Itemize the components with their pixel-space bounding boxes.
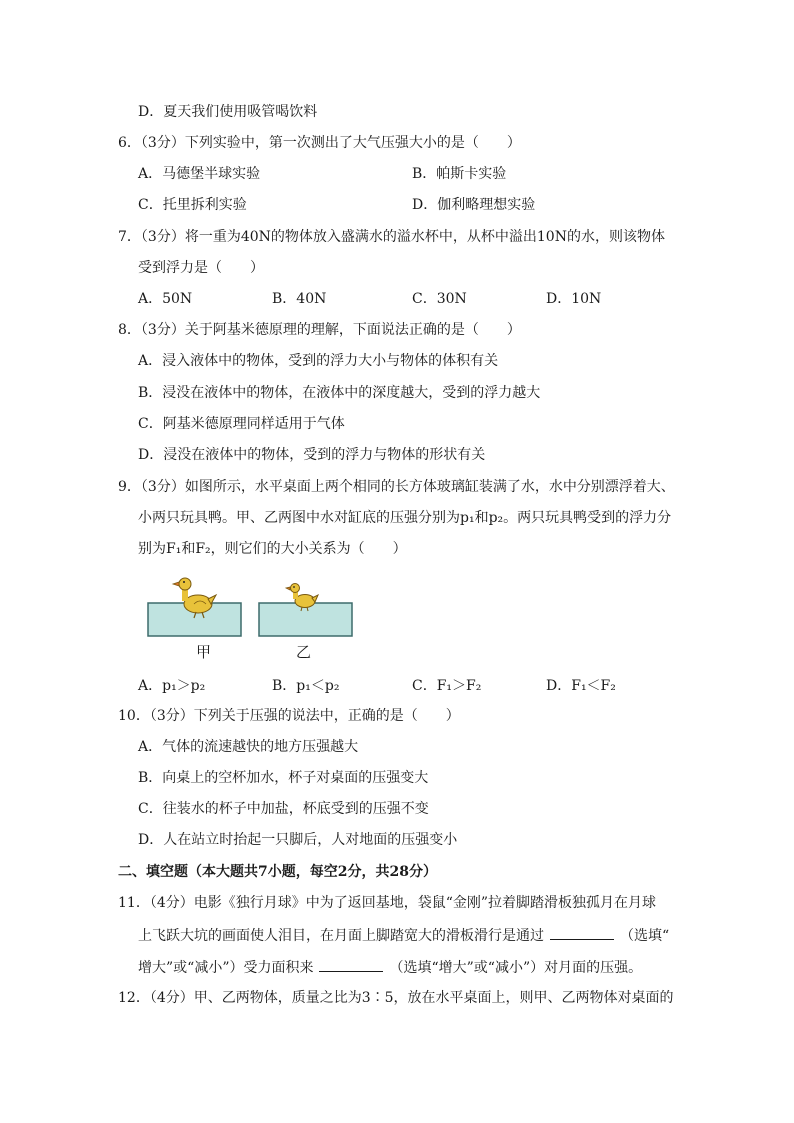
q8-option-c: C．阿基米德原理同样适用于气体 bbox=[138, 416, 345, 432]
q11-line3-text-b: （选填“增大”或“减小”）对月面的压强。 bbox=[389, 960, 643, 976]
q10-option-b: B．向桌上的空杯加水，杯子对桌面的压强变大 bbox=[138, 770, 429, 786]
q11-line2-text-a: 上飞跃大坑的画面使人泪目，在月面上脚踏宽大的滑板滑行是通过 bbox=[138, 928, 544, 944]
q11-answer-blank-2[interactable] bbox=[319, 957, 383, 972]
q11-line1: 11．（4分）电影《独行月球》中为了返回基地，袋鼠“金刚”拉着脚踏滑板独孤月在月球 bbox=[118, 895, 657, 911]
q9-option-d: D．F₁＜F₂ bbox=[546, 678, 616, 694]
q7-option-a: A．50N bbox=[138, 291, 193, 307]
q9-stem-line3: 别为F₁和F₂，则它们的大小关系为（ ） bbox=[138, 541, 407, 557]
q12-line1: 12．（4分）甲、乙两物体，质量之比为3∶5，放在水平桌面上，则甲、乙两物体对桌面的 bbox=[118, 990, 674, 1006]
figure-label-yi: 乙 bbox=[296, 643, 312, 661]
q8-stem: 8．（3分）关于阿基米德原理的理解，下面说法正确的是（ ） bbox=[118, 322, 521, 338]
q10-option-a: A．气体的流速越快的地方压强越大 bbox=[138, 739, 359, 755]
q9-option-c: C．F₁＞F₂ bbox=[412, 678, 482, 694]
q11-answer-blank-1[interactable] bbox=[550, 925, 614, 940]
q7-option-b: B．40N bbox=[272, 291, 327, 307]
q8-option-d: D．浸没在液体中的物体，受到的浮力与物体的形状有关 bbox=[138, 447, 486, 463]
q6-stem: 6．（3分）下列实验中，第一次测出了大气压强大小的是（ ） bbox=[118, 135, 521, 151]
q7-option-c: C．30N bbox=[412, 291, 467, 307]
q9-stem-line2: 小两只玩具鸭。甲、乙两图中水对缸底的压强分别为p₁和p₂。两只玩具鸭受到的浮力分 bbox=[138, 510, 672, 526]
q11-line3-text-a: 增大”或“减小”）受力面积来 bbox=[138, 960, 314, 976]
q11-line2-text-b: （选填“ bbox=[620, 928, 670, 944]
q8-option-a: A．浸入液体中的物体，受到的浮力大小与物体的体积有关 bbox=[138, 353, 499, 369]
q9-option-b: B．p₁＜p₂ bbox=[272, 678, 340, 694]
q6-option-d: D．伽利略理想实验 bbox=[412, 197, 536, 213]
section-2-heading: 二、填空题（本大题共7小题，每空2分，共28分） bbox=[118, 864, 437, 880]
q9-stem-line1: 9．（3分）如图所示，水平桌面上两个相同的长方体玻璃缸装满了水，水中分别漂浮着大、 bbox=[118, 479, 675, 495]
q7-stem-line1: 7．（3分）将一重为40N的物体放入盛满水的溢水杯中，从杯中溢出10N的水，则该物体 bbox=[118, 229, 665, 245]
q6-option-c: C．托里拆利实验 bbox=[138, 197, 247, 213]
q9-tanks-figure bbox=[142, 568, 362, 668]
q7-stem-line2: 受到浮力是（ ） bbox=[138, 260, 264, 276]
q11-line2 bbox=[138, 925, 669, 946]
q10-option-d: D．人在站立时抬起一只脚后，人对地面的压强变小 bbox=[138, 832, 458, 848]
q10-option-c: C．往装水的杯子中加盐，杯底受到的压强不变 bbox=[138, 801, 429, 817]
q10-stem: 10．（3分）下列关于压强的说法中，正确的是（ ） bbox=[118, 708, 460, 724]
q11-line3 bbox=[138, 957, 642, 978]
q7-option-d: D．10N bbox=[546, 291, 602, 307]
q6-option-a: A．马德堡半球实验 bbox=[138, 166, 261, 182]
figure-label-jia: 甲 bbox=[196, 643, 212, 661]
q6-option-b: B．帕斯卡实验 bbox=[412, 166, 507, 182]
q5-option-d: D．夏天我们使用吸管喝饮料 bbox=[138, 104, 318, 120]
q8-option-b: B．浸没在液体中的物体，在液体中的深度越大，受到的浮力越大 bbox=[138, 385, 541, 401]
q9-option-a: A．p₁＞p₂ bbox=[138, 678, 206, 694]
